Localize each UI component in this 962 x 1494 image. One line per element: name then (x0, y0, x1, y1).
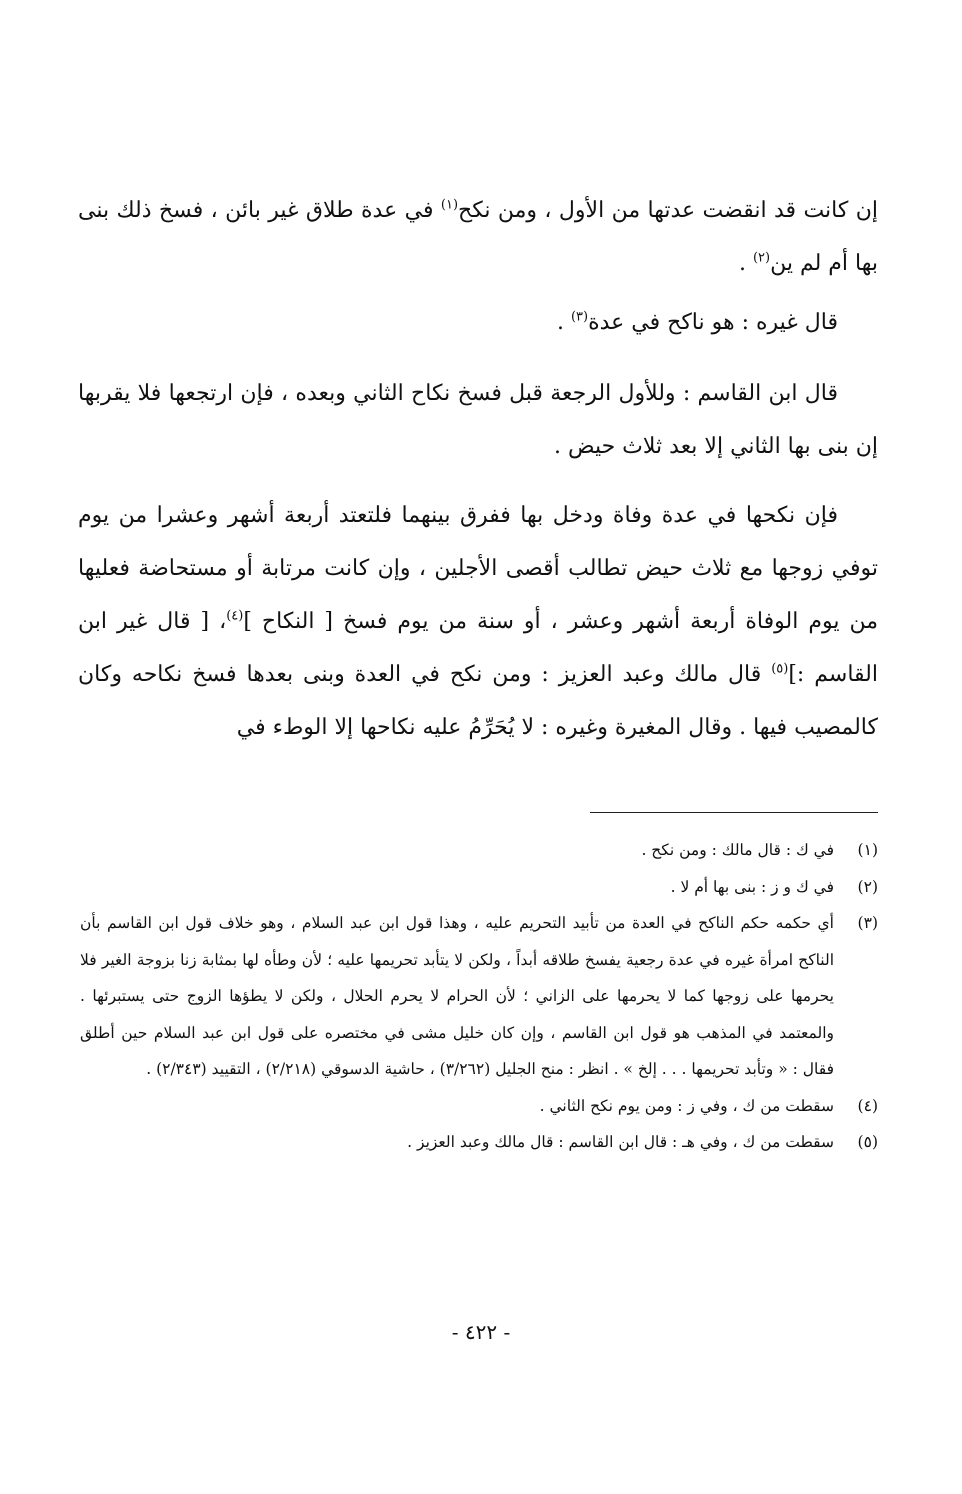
paragraph-3 (78, 367, 878, 473)
footnote-4 (80, 1088, 878, 1125)
paragraph-4 (78, 489, 878, 754)
footnote-text: سقطت من ك ، وفي ز : ومن يوم نكح الثاني . (539, 1096, 834, 1115)
footnote-2 (80, 869, 878, 906)
footnote-number: (٣) (857, 914, 878, 932)
footnote-ref-1[interactable]: (١) (440, 197, 459, 213)
footnote-number: (١) (857, 841, 878, 859)
footnote-ref-5[interactable]: (٥) (771, 661, 789, 677)
text-segment: فإن نكحها في عدة وفاة ودخل بها ففرق بينهما فلتعتد أربعة أشهر وعشرا من يوم توفي زوجها مع ثلاث حيض تطالب أقصى الأجلين ، وإن كانت مرتابة أو مستحاضة فعليها من يوم الوفاة أربعة أشهر وعشر ، أو سنة من يوم فسخ [ النكاح ] (78, 503, 878, 634)
text-segment: . (738, 251, 753, 276)
paragraph-2 (78, 296, 878, 349)
page-number: - ٤٢٢ - (451, 1320, 511, 1344)
text-segment: . (556, 310, 571, 335)
text-segment: في عدة طلاق غير بائن ، فسخ ذلك بنى بها أم لم ين (78, 198, 878, 276)
footnote-ref-2[interactable]: (٢) (752, 250, 771, 266)
text-segment: قال مالك وعبد العزيز : ومن نكح في العدة وبنى بعدها فسخ نكاحه وكان كالمصيب فيها . وقال المغيرة وغيره : لا يُحَرِّمُ عليه نكاحها إلا الوطء في (78, 662, 878, 740)
footnote-text: أي حكمه حكم الناكح في العدة من تأبيد التحريم عليه ، وهذا قول ابن عبد السلام ، وهو خلاف قول ابن القاسم بأن الناكح امرأة غيره في عدة رجعية يفسخ طلاقه أبداً ، ولكن لا يتأبد تحريمها عليه ؛ لأن وطأه لها بمثابة زنا بزوجة الغير فلا يحرمها على زوجها كما لا يحرمها على الزاني ؛ لأن الحرام لا يحرم الحلال ، ولكن لا يطؤها الزوج حتى يستبرئها . والمعتمد في المذهب هو قول ابن القاسم ، وإن كان خليل مشى في مختصره على قول ابن عبد السلام حين أطلق فقال : « وتأبد تحريمها . . . إلخ » . انظر : منح الجليل (٣/٢٦٢) ، حاشية الدسوقي (٢/٢١٨) ، التقييد (٢/٣٤٣) . (80, 914, 834, 1078)
footnote-number: (٥) (857, 1133, 878, 1151)
footnotes-list (80, 832, 878, 1161)
footnote-number: (٢) (857, 877, 878, 896)
footnote-3 (80, 905, 878, 1088)
footnote-1 (80, 832, 878, 869)
text-segment: إن كانت قد انقضت عدتها من الأول ، ومن نكح (458, 198, 879, 223)
footnote-text: في ك و ز : بنى بها أم لا . (670, 877, 834, 896)
footnote-ref-3[interactable]: (٣) (570, 309, 589, 325)
paragraph-1 (78, 184, 878, 290)
footnote-separator (590, 812, 878, 813)
footnote-text: في ك : قال مالك : ومن نكح . (641, 841, 834, 859)
text-segment: قال غيره : هو ناكح في عدة (588, 310, 838, 335)
footnote-5 (80, 1124, 878, 1161)
footnote-number: (٤) (857, 1096, 878, 1115)
text-segment: قال ابن القاسم : وللأول الرجعة قبل فسخ نكاح الثاني وبعده ، فإن ارتجعها فلا يقربها إن بنى بها الثاني إلا بعد ثلاث حيض . (78, 381, 878, 459)
main-text (78, 184, 878, 772)
footnote-ref-4[interactable]: (٤) (226, 608, 244, 624)
footnote-text: سقطت من ك ، وفي هـ : قال ابن القاسم : قال مالك وعبد العزيز . (407, 1133, 834, 1151)
text-segment: ، [ قال غير ابن القاسم :] (78, 609, 878, 687)
